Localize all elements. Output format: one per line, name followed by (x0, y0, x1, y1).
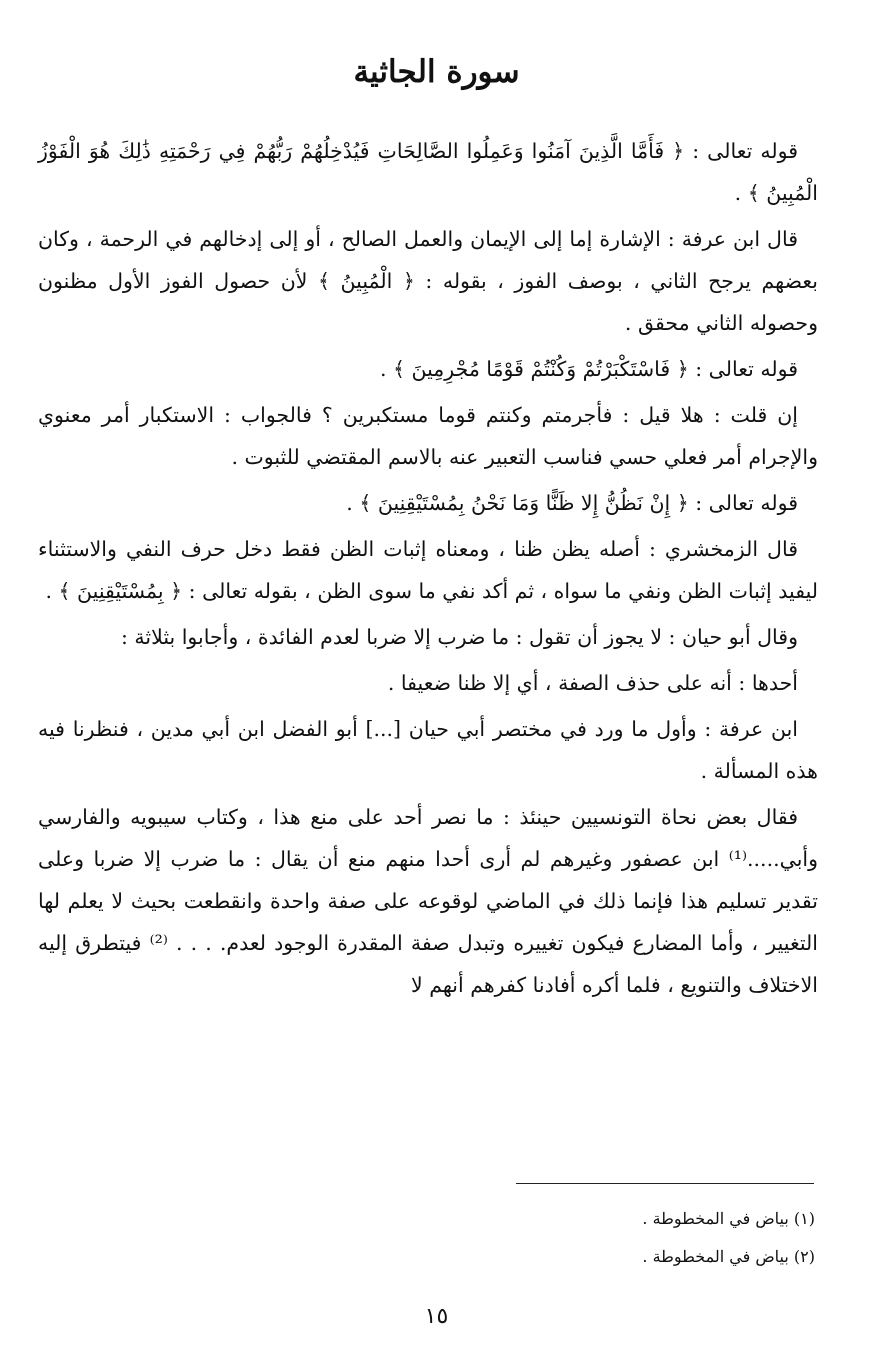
footnote: (١) بياض في المخطوطة . (642, 1209, 815, 1228)
page-number: ١٥ (424, 1304, 449, 1329)
main-text (38, 130, 818, 1010)
paragraph: إن قلت : هلا قيل : فأجرمتم وكنتم قوما مستكبرين ؟ فالجواب : الاستكبار أمر معنوي والإجرام أمر فعلي حسي فناسب التعبير عنه بالاسم المقتضي للثبوت . (38, 403, 818, 469)
surah-title: سورة الجاثية (353, 54, 520, 90)
paragraph: وقال أبو حيان : لا يجوز أن تقول : ما ضرب إلا ضربا لعدم الفائدة ، وأجابوا بثلاثة : (120, 625, 798, 649)
paragraph: ابن عرفة : وأول ما ورد في مختصر أبي حيان [...] أبو الفضل ابن أبي مدين ، فنظرنا فيه هذه المسألة . (38, 717, 818, 783)
paragraph: قوله تعالى : ﴿ فَاسْتَكْبَرْتُمْ وَكُنْتُمْ قَوْمًا مُجْرِمِينَ ﴾ . (379, 357, 798, 381)
paragraph: فقال بعض نحاة التونسيين حينئذ : ما نصر أحد على منع هذا ، وكتاب سيبويه والفارسي وأبي.....⁽¹⁾ ابن عصفور وغيرهم لم أرى أحدا منهم منع أن يقال : ما ضرب إلا ضربا وعلى تقدير تسليم هذا فإنما ذلك في الماضي لوقوعه على صفة واحدة وانقطعت بحيث لا يعلم لها التغيير ، وأما المضارع فيكون تغييره وتبدل صفة المقدرة الوجود لعدم. . . . ⁽²⁾ فيتطرق إليه الاختلاف والتنويع ، فلما أكره أفادنا كفرهم أنهم لا (38, 805, 818, 997)
paragraph: قال ابن عرفة : الإشارة إما إلى الإيمان والعمل الصالح ، أو إلى إدخالهم في الرحمة ، وكان بعضهم يرجح الثاني ، بوصف الفوز ، بقوله : ﴿ الْمُبِينُ ﴾ لأن حصول الفوز الأول مظنون وحصوله الثاني محقق . (38, 227, 818, 335)
paragraph: قوله تعالى : ﴿ فَأَمَّا الَّذِينَ آمَنُوا وَعَمِلُوا الصَّالِحَاتِ فَيُدْخِلُهُمْ رَبُّهُمْ فِي رَحْمَتِهِ ذَٰلِكَ هُوَ الْفَوْزُ الْمُبِينُ ﴾ . (38, 139, 818, 205)
paragraph: قوله تعالى : ﴿ إِنْ نَظُنُّ إِلا ظَنًّا وَمَا نَحْنُ بِمُسْتَيْقِنِينَ ﴾ . (346, 491, 798, 515)
footnotes (380, 1204, 815, 1280)
footnote: (٢) بياض في المخطوطة . (642, 1247, 815, 1266)
paragraph: قال الزمخشري : أصله يظن ظنا ، ومعناه إثبات الظن فقط دخل حرف النفي والاستثناء ليفيد إثبات الظن ونفي ما سواه ، ثم أكد نفي ما سوى الظن ، بقوله تعالى : ﴿ بِمُسْتَيْقِنِينَ ﴾ . (38, 537, 818, 603)
paragraph: أحدها : أنه على حذف الصفة ، أي إلا ظنا ضعيفا . (387, 671, 798, 695)
footnote-divider (516, 1183, 814, 1184)
